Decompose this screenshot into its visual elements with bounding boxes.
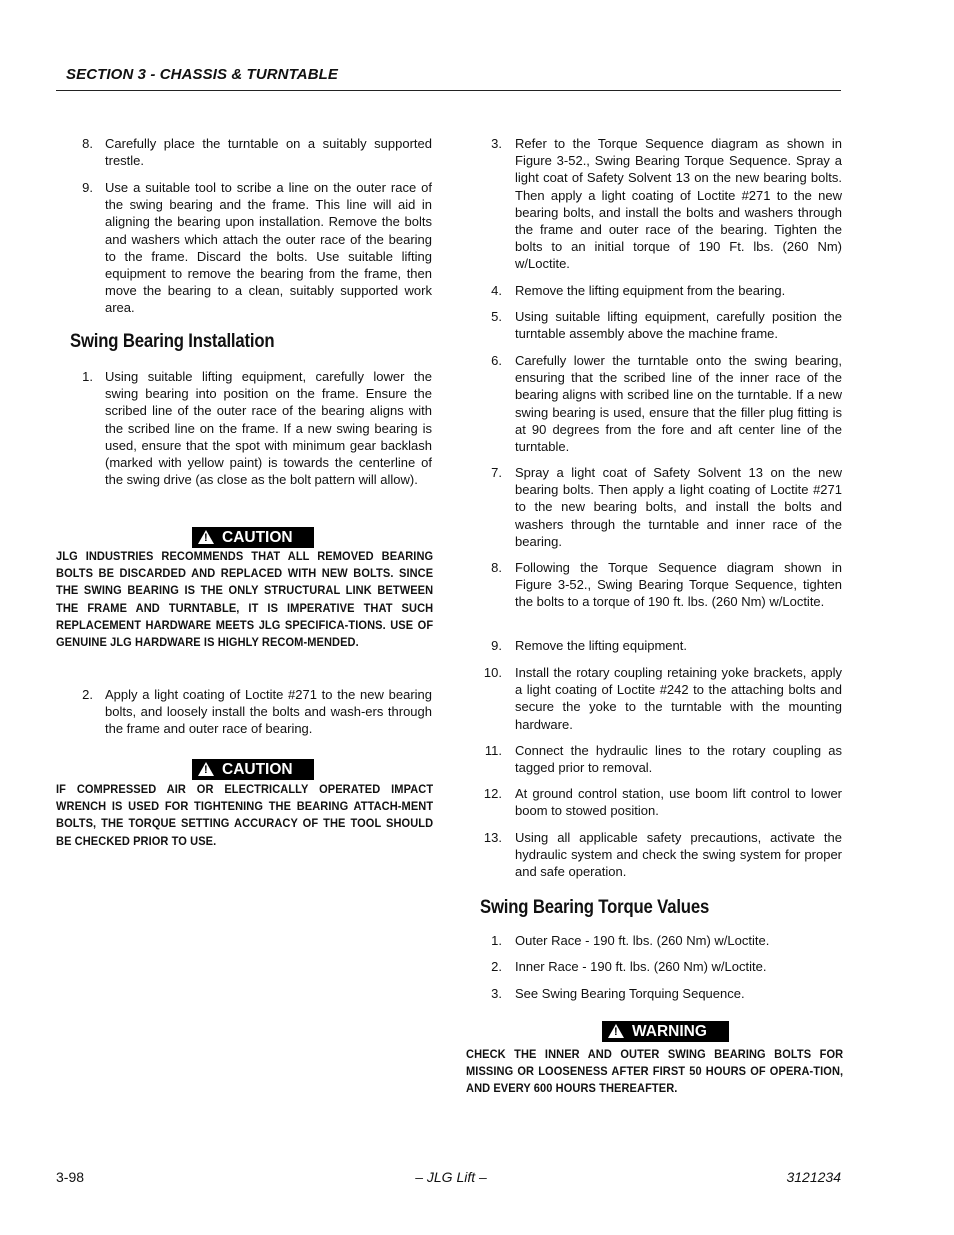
section-header <box>56 64 841 91</box>
step-number: 8. <box>491 560 502 575</box>
step-number: 2. <box>491 959 502 974</box>
page-number: 3-98 <box>56 1169 85 1185</box>
step-text: At ground control station, use boom lift control to lower boom to stowed position. <box>515 786 842 819</box>
warning-triangle-icon: ! <box>608 1024 624 1038</box>
step-number: 7. <box>491 465 502 480</box>
step-text: Refer to the Torque Sequence diagram as shown in Figure 3-52., Swing Bearing Torque Sequence. Spray a light coat of Safety Solvent 13 on the new bearing bolts. Then apply a light coating of Loctite #271 to the new bearing bolts, and install the bolts and washers through the frame and outer race of the bearing. Tighten the bolts to an initial torque of 190 Ft. lbs. (260 Nm) w/Loctite. <box>515 136 842 272</box>
step-number: 11. <box>484 743 502 758</box>
step-number: 9. <box>491 638 502 653</box>
step-text: Outer Race - 190 ft. lbs. (260 Nm) w/Loctite. <box>515 933 770 948</box>
step-number: 13. <box>483 830 502 845</box>
step-number: 3. <box>491 136 502 151</box>
step-text: See Swing Bearing Torquing Sequence. <box>515 986 745 1001</box>
warning-triangle-icon: ! <box>198 530 214 544</box>
caution-text: IF COMPRESSED AIR OR ELECTRICALLY OPERATED IMPACT WRENCH IS USED FOR TIGHTENING THE BEARING ATTACH-MENT BOLTS, THE TORQUE SETTING ACCURACY OF THE TOOL SHOULD BE CHECKED PRIOR TO USE. <box>56 782 434 848</box>
step-number: 8. <box>82 136 93 151</box>
step-text: Inner Race - 190 ft. lbs. (260 Nm) w/Loctite. <box>515 959 767 974</box>
caution-badge <box>192 759 314 780</box>
warning-triangle-icon: ! <box>198 762 214 776</box>
step-text: Remove the lifting equipment. <box>515 638 687 653</box>
step-number: 1. <box>82 369 93 384</box>
step-number: 5. <box>491 309 502 324</box>
step-text: Using all applicable safety precautions, activate the hydraulic system and check the swing system for proper and safe operation. <box>515 830 842 880</box>
document-number: 3121234 <box>786 1169 841 1185</box>
torque-heading: Swing Bearing Torque Values <box>480 897 710 918</box>
step-text: Apply a light coating of Loctite #271 to the new bearing bolts, and loosely install the bolts and wash-ers through the frame and outer race of bearing. <box>105 687 432 737</box>
section-title: SECTION 3 - CHASSIS & TURNTABLE <box>66 66 339 83</box>
step-text: Install the rotary coupling retaining yoke brackets, apply a light coating of Loctite #242 to the attaching bolts and secure the yoke to the turntable with the mounting hardware. <box>515 665 842 732</box>
step-text: Use a suitable tool to scribe a line on the outer race of the swing bearing and the frame. This line will aid in aligning the bearing upon installation. Remove the bolts and washers which attach the outer race of the bearing to the frame. Discard the bolts. Use suitable lifting equipment to remove the bearing from the frame, then move the bearing to a clean, suitably supported work area. <box>105 180 432 316</box>
step-number: 1. <box>491 933 502 948</box>
step-number: 3. <box>491 986 502 1001</box>
caution-text: JLG INDUSTRIES RECOMMENDS THAT ALL REMOVED BEARING BOLTS BE DISCARDED AND REPLACED WITH NEW BOLTS. SINCE THE SWING BEARING IS THE ONLY STRUCTURAL LINK BETWEEN THE FRAME AND TURNTABLE, IT IS IMPERATIVE THAT SUCH REPLACEMENT HARDWARE MEETS JLG SPECIFICA-TIONS. USE OF GENUINE JLG HARDWARE IS HIGHLY RECOM-MENDED. <box>56 549 434 650</box>
step-text: Spray a light coat of Safety Solvent 13 on the new bearing bolts. Then apply a light coating of Loctite #271 to the new bearing bolts, and install the bolts and washers through the turntable and inner race of the bearing. <box>515 465 842 549</box>
step-text: Carefully place the turntable on a suitably supported trestle. <box>105 136 432 169</box>
warning-label: WARNING <box>632 1023 707 1040</box>
step-text: Remove the lifting equipment from the bearing. <box>515 283 786 298</box>
warning-badge <box>602 1021 729 1042</box>
step-text: Following the Torque Sequence diagram shown in Figure 3-52., Swing Bearing Torque Sequence, tighten the bolts to a torque of 190 ft. lbs. (260 Nm) w/Loctite. <box>515 560 842 610</box>
warning-text: CHECK THE INNER AND OUTER SWING BEARING BOLTS FOR MISSING OR LOOSENESS AFTER FIRST 50 HOURS OF OPERA-TION, AND EVERY 600 HOURS THEREAFTER. <box>466 1047 844 1096</box>
step-number: 10. <box>483 665 502 680</box>
step-number: 12. <box>483 786 502 801</box>
step-number: 2. <box>82 687 93 702</box>
step-number: 6. <box>491 353 502 368</box>
step-text: Using suitable lifting equipment, carefully position the turntable assembly above the machine frame. <box>515 309 842 342</box>
caution-label: CAUTION <box>222 761 293 778</box>
step-number: 4. <box>491 283 502 298</box>
step-text: Using suitable lifting equipment, carefully lower the swing bearing into position on the frame. Ensure the scribed line of the outer race of the bearing aligns with the scribed line on the frame. If a new swing bearing is used, ensure that the spot with minimum gear backlash (marked with yellow paint) is towards the centerline of the swing drive (as close as the bolt pattern will allow). <box>105 369 432 488</box>
caution-badge <box>192 527 314 548</box>
caution-label: CAUTION <box>222 529 293 546</box>
step-number: 9. <box>82 180 93 195</box>
installation-heading: Swing Bearing Installation <box>70 331 275 352</box>
footer-center: – JLG Lift – <box>415 1169 487 1185</box>
step-text: Connect the hydraulic lines to the rotary coupling as tagged prior to removal. <box>515 743 842 776</box>
step-text: Carefully lower the turntable onto the swing bearing, ensuring that the scribed line of the inner race of the bearing aligns with scribed line on the turntable. If a new swing bearing is used, ensure that the filler plug fitting is at 90 degrees from the fore and aft center line of the turntable. <box>515 353 842 455</box>
